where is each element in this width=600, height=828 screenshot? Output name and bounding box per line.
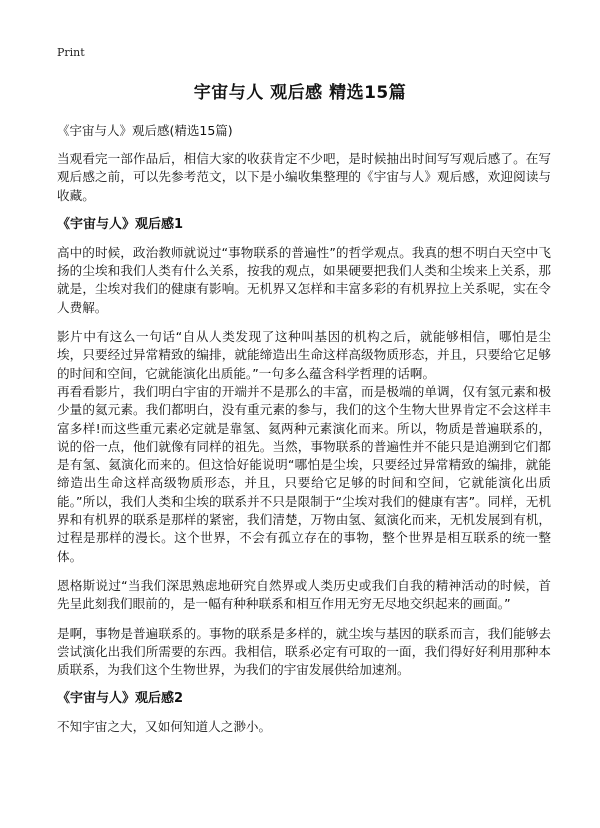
section2-paragraph-1: 不知宇宙之大，又如何知道人之渺小。 xyxy=(57,719,272,735)
section1-paragraph-4: 恩格斯说过“当我们深思熟虑地研究自然界或人类历史或我们自我的精神活动的时候，首先呈此刻我们眼前的，是一幅有种种联系和相互作用无穷无尽地交织起来的画面。” xyxy=(57,577,551,612)
page-title: 宇宙与人 观后感 精选15篇 xyxy=(193,83,407,103)
section-heading-2: 《宇宙与人》观后感2 xyxy=(57,691,184,707)
section1-paragraph-2: 影片中有这么一句话“自从人类发现了这种叫基因的机构之后，就能够相信，哪怕是尘埃，只要经过异常精致的编排，就能缔造出生命这样高级物质形态，并且，只要给它足够的时间和空间，它就能演化出质能。”一句多么蕴含科学哲理的话啊。 xyxy=(57,329,551,381)
section1-paragraph-1: 高中的时候，政治教师就说过“事物联系的普遍性”的哲学观点。我真的想不明白天空中飞扬的尘埃和我们人类有什么关系，按我的观点，如果硬要把我们人类和尘埃来上关系，那就是，尘埃对我们的健康有影响。无机界又怎样和丰富多彩的有机界拉上关系呢，实在令人费解。 xyxy=(57,244,551,315)
section-heading-1: 《宇宙与人》观后感1 xyxy=(57,216,184,232)
section1-paragraph-5: 是啊，事物是普遍联系的。事物的联系是多样的，就尘埃与基因的联系而言，我们能够去尝试演化出我们所需要的东西。我相信，联系必定有可取的一面，我们得好好利用那种本质联系，为我们这个生物世界，为我们的宇宙发展供给加速剂。 xyxy=(57,625,551,678)
document-subtitle: 《宇宙与人》观后感(精选15篇) xyxy=(57,123,233,138)
section1-paragraph-3: 再看看影片，我们明白宇宙的开端并不是那么的丰富，而是极端的单调，仅有氢元素和极少量的氦元素。我们都明白，没有重元素的参与，我们的这个生物大世界肯定不会这样丰富多样!而这些重元素必定就是靠氢、氦两种元素演化而来。所以，物质是普遍联系的，说的俗一点，他们就像有同样的祖先。当然，事物联系的普遍性并不能只是追溯到它们都是有氢、氦演化而来的。但这恰好能说明“哪怕是尘埃，只要经过异常精致的编排，就能缔造出生命这样高级物质形态，并且，只要给它足够的时间和空间，它就能演化出质能。”所以，我们人类和尘埃的联系并不只是限制于“尘埃对我们的健康有害”。同样，无机界和有机界的联系是那样的紧密，我们清楚，万物由氢、氦演化而来，无机发展到有机，过程是那样的漫长。这个世界，不会有孤立存在的事物，整个世界是相互联系的统一整体。 xyxy=(57,383,551,564)
intro-paragraph: 当观看完一部作品后，相信大家的收获肯定不少吧，是时候抽出时间写写观后感了。在写观后感之前，可以先参考范文，以下是小编收集整理的《宇宙与人》观后感，欢迎阅读与收藏。 xyxy=(57,151,551,203)
print-link[interactable]: Print xyxy=(57,46,85,59)
document-body xyxy=(57,150,551,748)
